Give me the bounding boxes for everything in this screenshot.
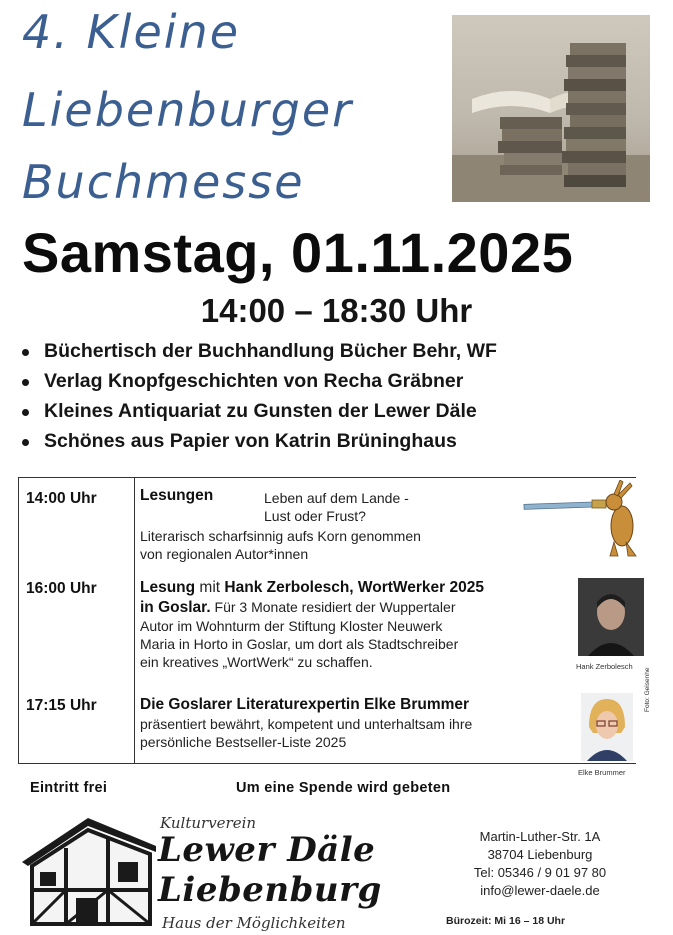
program-heading: Die Goslarer Literaturexpertin Elke Brummer (140, 696, 470, 713)
program-desc-line: Für 3 Monate residiert der Wuppertaler (210, 599, 456, 615)
program-location: in Goslar. (140, 599, 211, 616)
program-entry-2 (140, 578, 565, 671)
expert-photo-credit: Foto: Geisenhe (644, 667, 651, 712)
author-photo-caption: Hank Zerbolesch (576, 662, 633, 671)
org-prefix: Kulturverein (160, 814, 257, 832)
event-date: Samstag, 01.11.2025 (22, 221, 574, 284)
program-mit: mit (195, 579, 225, 596)
program-desc-line: ein kreatives „WortWerk“ zu schaffen. (140, 654, 373, 670)
program-heading: Lesungen (140, 487, 214, 504)
contact-phone: Tel: 05346 / 9 01 97 80 (473, 865, 607, 880)
program-time-1: 14:00 Uhr (26, 490, 97, 507)
books-photo (452, 15, 650, 202)
program-rule-bottom (18, 763, 636, 764)
program-desc-line: Literarisch scharfsinnig aufs Korn genommen (140, 528, 421, 544)
contact-street: Martin-Luther-Str. 1A (479, 829, 601, 844)
title-line-1: 4. Kleine (22, 5, 240, 59)
program-rule-left (18, 477, 19, 764)
title-line-2: Liebenburger (22, 83, 354, 137)
program-rule-divider (134, 477, 135, 764)
office-hours: Bürozeit: Mi 16 – 18 Uhr (446, 915, 566, 927)
highlight-item: Verlag Knopfgeschichten von Recha Gräbner (20, 370, 497, 400)
program-desc-line: persönliche Bestseller-Liste 2025 (140, 734, 347, 750)
program-lead: Lesung (140, 579, 196, 596)
program-desc-line: von regionalen Autor*innen (140, 546, 309, 562)
contact-city: 38704 Liebenburg (487, 847, 593, 862)
event-time: 14:00 – 18:30 Uhr (200, 292, 473, 329)
program-subtitle-line: Lust oder Frust? (264, 508, 366, 524)
expert-photo (581, 693, 633, 761)
highlights-list (20, 340, 497, 460)
contact-email: info@lewer-daele.de (480, 883, 600, 898)
entry-note: Eintritt frei (30, 780, 108, 796)
org-tagline: Haus der Möglichkeiten (162, 914, 346, 932)
program-desc-line: präsentiert bewährt, kompetent und unterhaltsam ihre (140, 716, 473, 732)
highlight-item: Büchertisch der Buchhandlung Bücher Behr, WF (20, 340, 497, 370)
expert-photo-caption: Elke Brummer (578, 768, 626, 777)
house-logo (18, 812, 160, 930)
program-desc-line: Autor im Wohnturm der Stiftung Kloster Neuwerk (140, 618, 443, 634)
program-subtitle-line: Leben auf dem Lande - (264, 490, 409, 506)
program-time-3: 17:15 Uhr (26, 697, 97, 714)
program-entry-1 (140, 486, 213, 505)
program-subtitle-1 (264, 489, 409, 525)
program-time-2: 16:00 Uhr (26, 580, 97, 597)
highlight-item: Kleines Antiquariat zu Gunsten der Lewer Däle (20, 400, 497, 430)
program-author: Hank Zerbolesch, WortWerker 2025 (224, 579, 484, 596)
org-name-line-1: Lewer Däle (158, 830, 376, 870)
highlight-item: Schönes aus Papier von Katrin Brüninghaus (20, 430, 497, 460)
org-name-line-2: Liebenburg (158, 870, 382, 910)
program-desc-line: Maria in Horto in Goslar, um dort als Stadtschreiber (140, 636, 459, 652)
program-rule-top (18, 477, 636, 478)
telescope-hare-illustration (522, 480, 650, 560)
author-photo (578, 578, 644, 656)
program-entry-3 (140, 695, 472, 751)
program-desc-1 (140, 527, 421, 563)
donation-note: Um eine Spende wird gebeten (236, 780, 451, 796)
title-line-3: Buchmesse (22, 155, 305, 209)
